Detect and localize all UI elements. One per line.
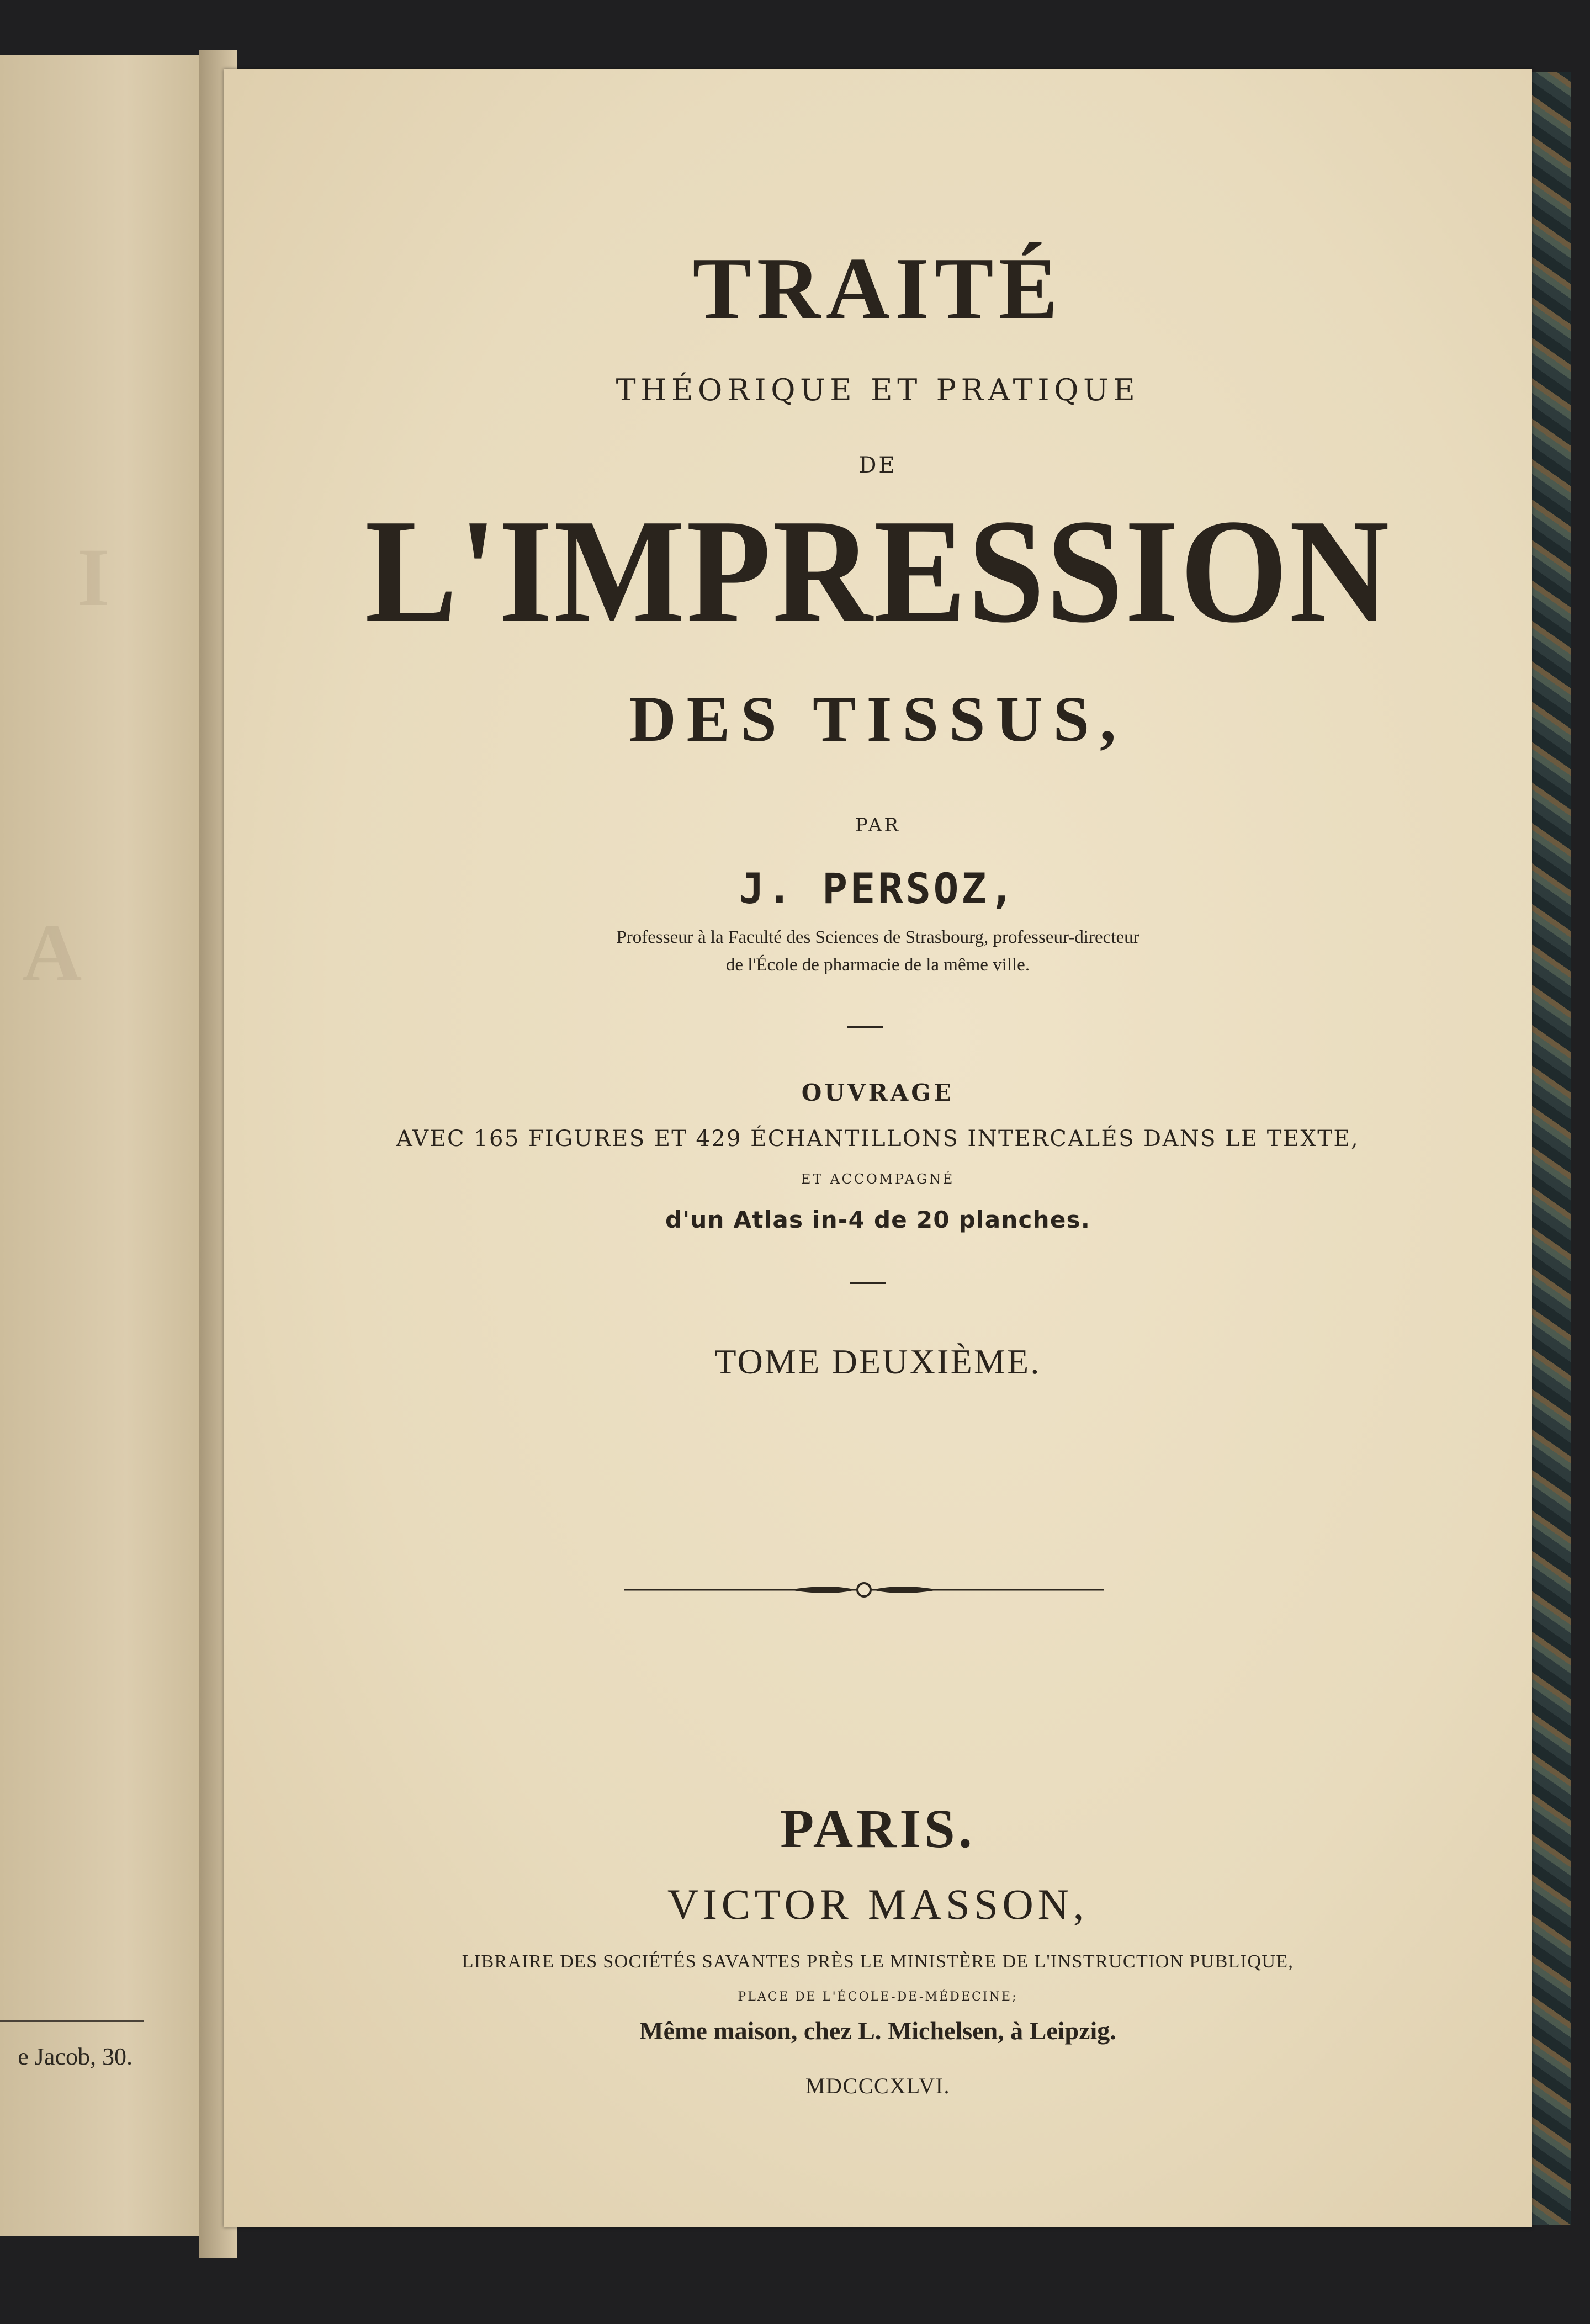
atlas-note: d'un Atlas in-4 de 20 planches. (665, 1206, 1091, 1233)
accompanied-label: ET ACCOMPAGNÉ (801, 1171, 955, 1187)
author-name: J. PERSOZ, (739, 864, 1017, 913)
title-connector: DE (858, 453, 897, 478)
divider-rule (850, 1282, 886, 1284)
publisher-address: PLACE DE L'ÉCOLE-DE-MÉDECINE; (738, 1990, 1018, 2004)
publication-city: PARIS. (780, 1798, 976, 1859)
main-title-line-2: DES TISSUS, (629, 683, 1127, 755)
main-title: L'IMPRESSION (365, 489, 1391, 654)
publisher-branch: Même maison, chez L. Michelsen, à Leipzig. (639, 2017, 1116, 2045)
show-through-mark: A (22, 907, 82, 999)
contents-note: AVEC 165 FIGURES ET 429 ÉCHANTILLONS INTERCALÉS DANS LE TEXTE, (396, 1126, 1360, 1152)
publisher-name: VICTOR MASSON, (667, 1880, 1089, 1928)
left-page (0, 55, 210, 2236)
divider-rule (847, 1026, 883, 1028)
title: TRAITÉ (692, 239, 1063, 337)
left-page-rule (0, 2020, 144, 2022)
publisher-description: LIBRAIRE DES SOCIÉTÉS SAVANTES PRÈS LE MINISTÈRE DE L'INSTRUCTION PUBLIQUE, (462, 1951, 1294, 1972)
subtitle: THÉORIQUE ET PRATIQUE (616, 373, 1140, 407)
author-affiliation-1: Professeur à la Faculté des Sciences de Strasbourg, professeur-directeur (616, 927, 1140, 947)
by-label: PAR (855, 814, 901, 836)
ornament-rule (624, 1579, 1104, 1601)
marbled-edge (1532, 72, 1571, 2225)
work-label: OUVRAGE (801, 1079, 955, 1106)
author-affiliation-2: de l'École de pharmacie de la même ville. (725, 955, 1030, 975)
volume-label: TOME DEUXIÈME. (714, 1342, 1041, 1381)
publication-year: MDCCCXLVI. (805, 2073, 951, 2098)
left-page-footer: e Jacob, 30. (18, 2043, 132, 2070)
show-through-mark: I (77, 532, 110, 623)
